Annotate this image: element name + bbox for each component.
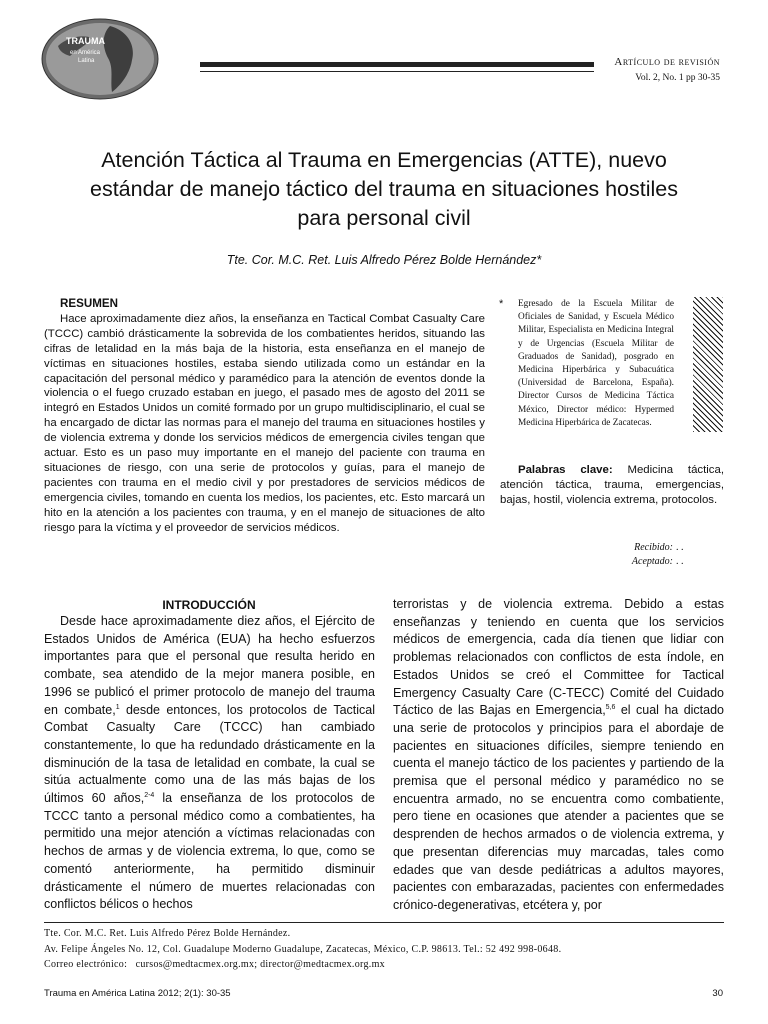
footer-email-links[interactable]: cursos@medtacmex.org.mx; director@medtacmex.org.mx [135,959,385,970]
logo-text-en-america: en América [70,50,101,56]
intro-text-part2: desde entonces, los protocolos de Tactical Combat Casualty Care (TCCC) han cambiado constantemente, lo que ha redundado drásticamente en la disminución de la tasa de letalidad en combate, la cual se sitúa actualmente como una de las más bajas de los últimos 60 años, [44,702,375,806]
reference-marker: 5,6 [605,704,616,712]
article-author: Tte. Cor. M.C. Ret. Luis Alfredo Pérez Bolde Hernández* [226,253,542,267]
introduction-left-column [44,613,375,914]
header-rule-thin [200,71,594,72]
journal-logo [40,16,160,102]
intro-text-part5: el cual ha dictado una serie de protocolos y principios para el abordaje de pacientes en situaciones difíciles, siempre teniendo en cuenta el manejo táctico de los pacientes y partiendo de la premisa que el personal médico y paramédico no se encuentra armado, no se encuentra como combatiente, pero tiene en ocasiones que atender a pacientes que se desprenden de hechos armados o de violencia extrema, y que presentan diferencias muy marcadas, tales como edades que van desde pediátricas a adultos mayores, pacientes con embarazadas, pacientes con enfermedades crónico-degenerativas, etcétera y, por [393,703,724,912]
footer-address: Av. Felipe Ángeles No. 12, Col. Guadalupe Moderno Guadalupe, Zacatecas, México, C.P. 98613. Tel.: 52 492 998-0648. [44,944,562,955]
accepted-date: . . [676,556,684,567]
intro-text-part3: la enseñanza de los protocolos de TCCC tanto a personal médico como a combatientes, ha permitido una mejor atención a víctimas relacionadas con hechos de armas y de violencia extrema, lo que, como se comentó anteriormente, ha permitido disminuir drásticamente el número de muertes relacionadas con conflictos bélicos o hechos [44,791,375,912]
introduction-heading: INTRODUCCIÓN [162,598,256,612]
footer-author: Tte. Cor. M.C. Ret. Luis Alfredo Pérez Bolde Hernández. [44,928,291,939]
article-title: Atención Táctica al Trauma en Emergencias (ATTE), nuevo estándar de manejo táctico del trauma en situaciones hostiles para personal civil [89,148,678,230]
footer-email [44,959,385,970]
intro-text-part1: Desde hace aproximadamente diez años, el Ejército de Estados Unidos de América (EUA) ha hecho esfuerzos importantes para que el personal que resulta herido en combate, sea atendido de la mejor manera posible, en 1996 se publicó el primer protocolo de manejo del trauma en combate, [44,614,375,717]
reference-marker: 2-4 [144,791,155,799]
header-rule-thick [200,62,594,67]
hatch-decoration [693,297,723,432]
volume-info: Vol. 2, No. 1 pp 30-35 [635,73,720,83]
abstract-text: Hace aproximadamente diez años, la enseñanza en Tactical Combat Casualty Care (TCCC) cambió drásticamente la sobrevida de los combatientes heridos, situando las cifras de letalidad en la más baja de la historia, esta enseñanza en el manejo de víctimas en situaciones hostiles, estaba siendo utilizada como un estándar en la capacitación del personal médico y paramédico para la atención de eventos donde la violencia o el fuego cruzado estaban en juego, el pasado mes de agosto del 2011 se integró en Estados Unidos un comité formado por un grupo multidisciplinario, el cual se ha encargado de dictar las normas para el manejo del trauma en situaciones hostiles y de violencia extrema y donde los servicios médicos de emergencia civiles tengan que actuar. Esto es un paso muy importante en el manejo del paciente con trauma en situaciones de riesgo, con una serie de protocolos y guías, para el manejo de pacientes con trauma en el medio civil y por prestadores de servicios médicos de emergencia civiles, tomando en cuenta los medios, los pacientes, etc. Esto marcará un hito en la atención a los pacientes con trauma, y en el manejo de situaciones de alto riesgo para la víctima y el proveedor de servicios médicos. [44,312,485,534]
accepted-label: Aceptado: [631,556,673,567]
footer-email-label: Correo electrónico: [44,959,128,970]
page-number: 30 [712,988,723,999]
keywords [500,463,724,508]
keywords-text: Medicina táctica, atención táctica, trauma, emergencias, bajas, hostil, violencia extrema, protocolos. [500,464,724,506]
article-type: Artículo de revisión [614,56,720,68]
received-date: . . [676,542,684,553]
abstract-section [44,297,485,536]
footer-rule [44,922,724,923]
received-label: Recibido: [634,542,673,553]
author-note: Egresado de la Escuela Militar de Oficiales de Sanidad, y Escuela Médico Militar, Especialista en Medicina Integral y de Urgencias (Escuela Militar de Graduados de Sanidad), posgrado en Medicina Hiperbárica y Subacuática (Universidad de Barcelona, España). Director Cursos de Medicina Táctica México, Director médico: Hypermed Medicina Hiperbárica de Zacatecas. [518,299,674,428]
logo-text-trauma: TRAUMA [66,36,105,46]
running-footer: Trauma en América Latina 2012; 2(1): 30-35 [44,988,231,999]
keywords-label: Palabras clave: [518,464,613,476]
author-note-marker: * [499,298,504,310]
abstract-heading: RESUMEN [60,297,118,310]
reference-marker: 1 [115,703,120,711]
intro-text-part4: terroristas y de violencia extrema. Debido a estas enseñanzas y teniendo en cuenta que los servicios médicos de emergencia, cada día tienen que lidiar con problemas relacionados con conflictos de esta índole, en Estados Unidos se creó el Committee for Tactical Emergency Casualty Care (C-TECC) Comité del Cuidado Táctico de las Bajas en Emergencia, [393,597,724,718]
logo-text-latina: Latina [78,58,95,64]
introduction-right-column [393,596,724,915]
